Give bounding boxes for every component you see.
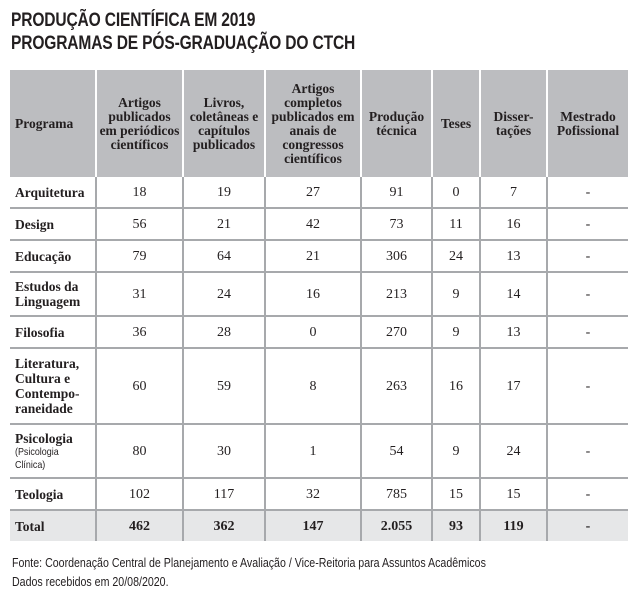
value-cell: 102: [96, 478, 183, 510]
header-artigos-anais: Artigos completos publicados em anais de congressos científicos: [265, 70, 361, 177]
table-row: [10, 208, 628, 240]
program-name: Arquitetura: [15, 184, 85, 200]
value-cell: 213: [361, 272, 432, 316]
total-value-cell: 362: [183, 510, 265, 541]
program-name-cell: [10, 316, 96, 348]
header-mestrado-profissional: Mestrado Pofissional: [547, 70, 628, 177]
table-row: [10, 272, 628, 316]
value-cell: 17: [480, 348, 547, 424]
header-programa: Programa: [10, 70, 96, 177]
value-cell: 9: [432, 316, 480, 348]
value-cell: 785: [361, 478, 432, 510]
value-cell: 11: [432, 208, 480, 240]
value-cell: 16: [265, 272, 361, 316]
value-cell: 8: [265, 348, 361, 424]
value-cell: 60: [96, 348, 183, 424]
header-teses: Teses: [432, 70, 480, 177]
table-footer: [12, 554, 486, 592]
value-cell: 15: [480, 478, 547, 510]
value-cell: 13: [480, 316, 547, 348]
program-name: Design: [15, 216, 55, 232]
value-cell: 24: [480, 424, 547, 478]
value-cell: 54: [361, 424, 432, 478]
document-title: [11, 9, 355, 55]
value-cell: 18: [96, 177, 183, 208]
value-cell: 42: [265, 208, 361, 240]
value-cell: 14: [480, 272, 547, 316]
value-cell: 19: [183, 177, 265, 208]
value-cell: 21: [265, 240, 361, 272]
value-cell: 13: [480, 240, 547, 272]
program-name-cell: [10, 478, 96, 510]
source-note: Fonte: Coordenação Central de Planejamento e Avaliação / Vice-Reitoria para Assuntos Acadêmicos: [12, 556, 486, 570]
table-row: [10, 424, 628, 478]
value-cell: -: [547, 208, 628, 240]
value-cell: 270: [361, 316, 432, 348]
table-row: [10, 177, 628, 208]
total-row: [10, 510, 628, 541]
value-cell: 59: [183, 348, 265, 424]
value-cell: 1: [265, 424, 361, 478]
program-subtitle: (Psicologia Clínica): [15, 445, 59, 471]
value-cell: 0: [265, 316, 361, 348]
value-cell: 80: [96, 424, 183, 478]
program-name-cell: [10, 348, 96, 424]
value-cell: 36: [96, 316, 183, 348]
value-cell: 306: [361, 240, 432, 272]
value-cell: 24: [183, 272, 265, 316]
table-row: [10, 478, 628, 510]
table-row: [10, 316, 628, 348]
value-cell: 263: [361, 348, 432, 424]
header-row: [10, 70, 628, 177]
program-name: Literatura, Cultura e Contempo-raneidade: [15, 356, 80, 416]
value-cell: -: [547, 424, 628, 478]
header-dissertacoes: Disser-tações: [480, 70, 547, 177]
value-cell: 9: [432, 272, 480, 316]
program-name: Educação: [15, 248, 72, 264]
value-cell: 31: [96, 272, 183, 316]
title-line-2: PROGRAMAS DE PÓS-GRADUAÇÃO DO CTCH: [11, 33, 356, 54]
value-cell: -: [547, 478, 628, 510]
title-line-1: PRODUÇÃO CIENTÍFICA EM 2019: [11, 10, 256, 31]
value-cell: 27: [265, 177, 361, 208]
value-cell: 56: [96, 208, 183, 240]
program-name-cell: [10, 272, 96, 316]
value-cell: 24: [432, 240, 480, 272]
table-row: [10, 348, 628, 424]
value-cell: 0: [432, 177, 480, 208]
value-cell: -: [547, 177, 628, 208]
header-livros: Livros, coletâneas e capítulos publicados: [183, 70, 265, 177]
total-value-cell: 147: [265, 510, 361, 541]
program-name-cell: [10, 240, 96, 272]
value-cell: 16: [480, 208, 547, 240]
program-name-cell: [10, 208, 96, 240]
value-cell: 79: [96, 240, 183, 272]
value-cell: 21: [183, 208, 265, 240]
value-cell: 30: [183, 424, 265, 478]
program-name: Teologia: [15, 486, 64, 502]
program-name: Filosofia: [15, 324, 65, 340]
value-cell: 117: [183, 478, 265, 510]
value-cell: 91: [361, 177, 432, 208]
value-cell: -: [547, 316, 628, 348]
program-name: Estudos da Linguagem: [15, 279, 81, 309]
total-value-cell: 119: [480, 510, 547, 541]
value-cell: 16: [432, 348, 480, 424]
total-value-cell: 93: [432, 510, 480, 541]
program-name: Psicologia: [15, 430, 73, 446]
value-cell: -: [547, 272, 628, 316]
header-producao-tecnica: Produção técnica: [361, 70, 432, 177]
production-table: [10, 70, 628, 541]
value-cell: 7: [480, 177, 547, 208]
value-cell: 9: [432, 424, 480, 478]
program-name-cell: [10, 424, 96, 478]
total-value-cell: -: [547, 510, 628, 541]
value-cell: -: [547, 240, 628, 272]
value-cell: 28: [183, 316, 265, 348]
date-note: Dados recebidos em 20/08/2020.: [12, 575, 169, 589]
value-cell: 64: [183, 240, 265, 272]
total-value-cell: 2.055: [361, 510, 432, 541]
value-cell: 32: [265, 478, 361, 510]
value-cell: 15: [432, 478, 480, 510]
value-cell: 73: [361, 208, 432, 240]
total-value-cell: 462: [96, 510, 183, 541]
table-row: [10, 240, 628, 272]
program-name-cell: [10, 177, 96, 208]
total-label: Total: [10, 510, 96, 541]
value-cell: -: [547, 348, 628, 424]
header-artigos-periodicos: Artigos publicados em periódicos científicos: [96, 70, 183, 177]
